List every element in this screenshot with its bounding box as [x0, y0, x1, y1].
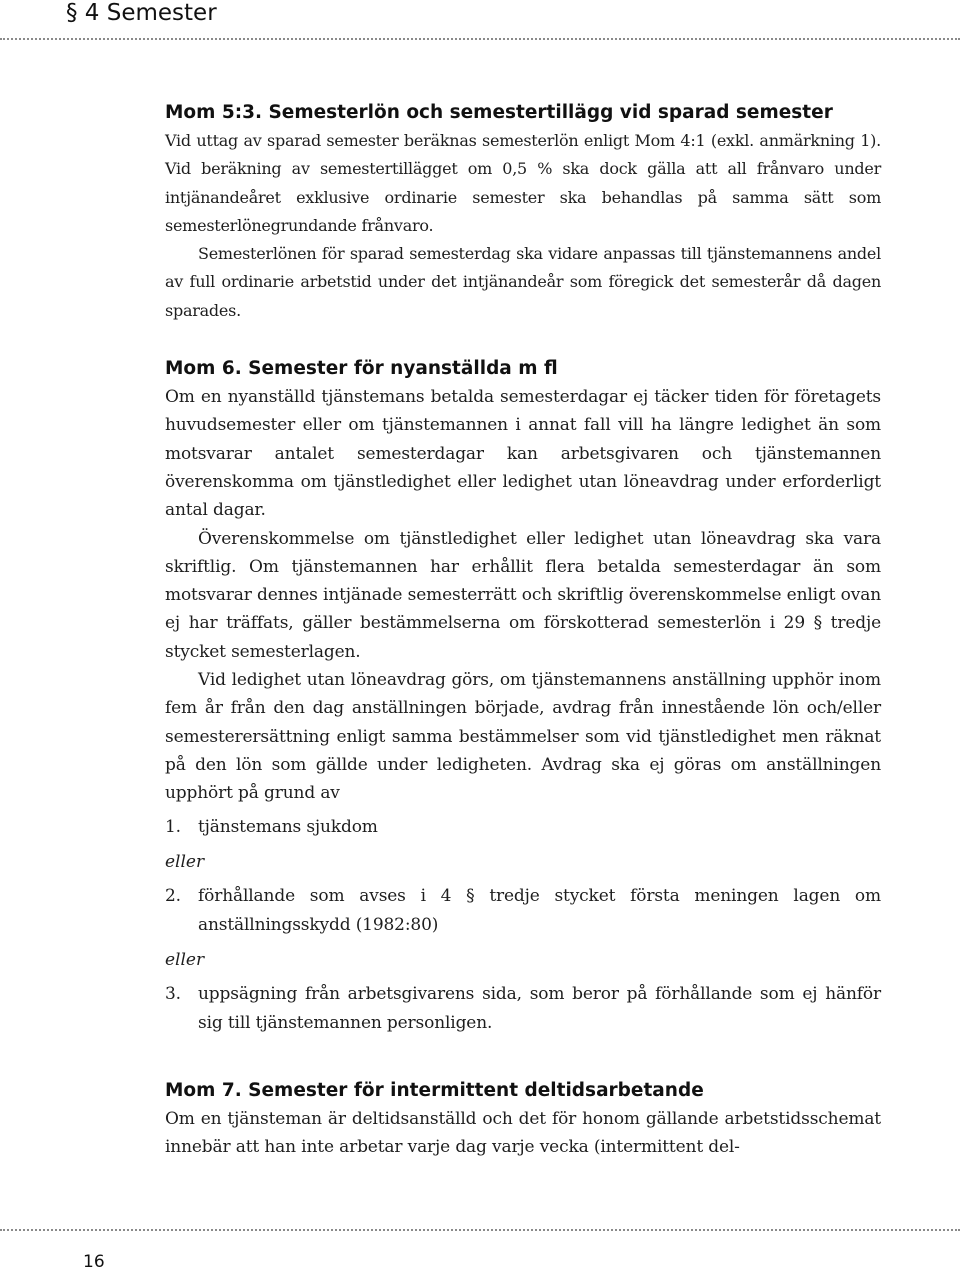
paragraph: Semesterlönen för sparad semesterdag ska vidare anpassas till tjänstemannens andel av full ordinarie arbetstid under det intjänandeår som föregick det semesterår då dagen sparades.: [165, 244, 881, 320]
list-connector: eller: [165, 949, 205, 970]
list-item: [165, 980, 881, 1038]
list-text: tjänstemans sjukdom: [198, 816, 378, 837]
list-text: förhållande som avses i 4 § tredje stycket första meningen lagen om anställningsskydd (1982:80): [198, 885, 881, 935]
page-content: [165, 99, 881, 1161]
list-number: 2.: [165, 885, 181, 906]
paragraph: Om en nyanställd tjänstemans betalda semesterdagar ej täcker tiden för företagets huvudsemester eller om tjänstemannen i annat fall vill ha längre ledighet än som motsvarar antalet semesterdagar kan arbetsgivaren och tjänstemannen överenskomma om tjänstledighet eller ledighet utan löneavdrag under erforderligt antal dagar.: [165, 387, 881, 521]
paragraph: Om en tjänsteman är deltidsanställd och det för honom gällande arbetstidsschemat innebär att han inte arbetar varje dag varje vecka (intermittent del-: [165, 1108, 881, 1157]
list-item: [165, 882, 881, 940]
list-number: 1.: [165, 816, 181, 837]
list-connector: eller: [165, 851, 205, 872]
paragraph: Vid ledighet utan löneavdrag görs, om tjänstemannens anställning upphör inom fem år från den dag anställningen började, avdrag från innestående lön och/eller semesterersättning enligt samma bestämmelser som vid tjänstledighet men räknat på den lön som gällde under ledigheten. Avdrag ska ej göras om anställningen upphört på grund av: [165, 670, 881, 804]
list-text: uppsägning från arbetsgivarens sida, som beror på förhållande som ej hänför sig till tjänstemannen personligen.: [198, 983, 881, 1033]
section-heading-mom-5-3: Mom 5:3. Semesterlön och semestertillägg vid sparad semester: [165, 102, 833, 123]
section-heading-mom-6: Mom 6. Semester för nyanställda m fl: [165, 358, 558, 380]
footer-divider: [0, 1229, 960, 1231]
list-number: 3.: [165, 983, 181, 1004]
chapter-title: § 4 Semester: [66, 0, 217, 26]
paragraph: Vid uttag av sparad semester beräknas semesterlön enligt Mom 4:1 (exkl. anmärkning 1). Vid beräkning av semestertillägget om 0,5 % ska dock gälla att all frånvaro under intjänandeåret exklusive ordinarie semester ska behandlas på samma sätt som semesterlönegrundande frånvaro.: [165, 131, 881, 235]
header-divider: [0, 38, 960, 40]
list-item: [165, 813, 881, 842]
paragraph: Överenskommelse om tjänstledighet eller ledighet utan löneavdrag ska vara skriftlig. Om tjänstemannen har erhållit flera betalda semesterdagar än som motsvarar dennes intjänade semesterrätt och skriftlig överenskommelse enligt ovan ej har träffats, gäller bestämmelserna om förskotterad semesterlön i 29 § tredje stycket semesterlagen.: [165, 528, 881, 662]
section-heading-mom-7: Mom 7. Semester för intermittent deltidsarbetande: [165, 1079, 704, 1101]
page-number: 16: [83, 1252, 105, 1272]
